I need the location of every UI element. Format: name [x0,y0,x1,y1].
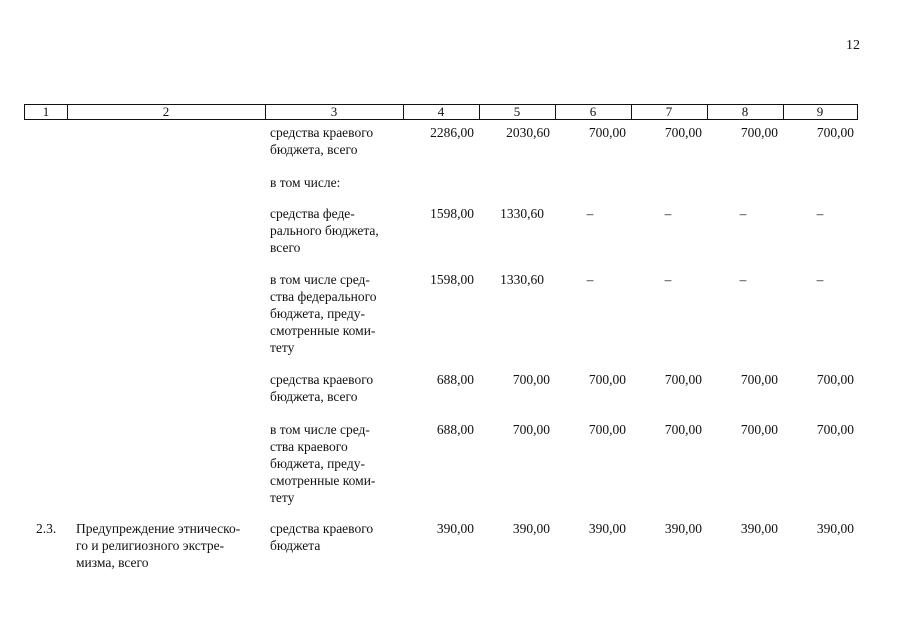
value-col6: 700,00 [588,125,626,140]
value-col7: – [664,272,672,287]
value-col6: 700,00 [588,422,626,437]
value-col8: – [739,272,747,287]
value-col7: 700,00 [664,125,702,140]
value-col8: 700,00 [740,422,778,437]
value-col9: 700,00 [816,422,854,437]
value-col5: 700,00 [512,422,550,437]
value-col5: 1330,60 [500,206,544,221]
value-col7: 700,00 [664,372,702,387]
value-col9: 700,00 [816,125,854,140]
column-header-1: 1 [42,104,50,119]
value-col4: 390,00 [436,521,474,536]
column-header-4: 4 [437,104,445,119]
value-col8: 700,00 [740,125,778,140]
column-header-3: 3 [330,104,338,119]
column-header-8: 8 [741,104,749,119]
value-col5: 2030,60 [506,125,550,140]
value-col9: 390,00 [816,521,854,536]
item-number: 2.3. [36,521,57,536]
funding-source: средства феде- рального бюджета, всего [270,206,379,255]
value-col5: 390,00 [512,521,550,536]
value-col8: – [739,206,747,221]
value-col9: 700,00 [816,372,854,387]
funding-source: в том числе сред- ства краевого бюджета, преду- смотренные коми- тету [270,422,376,505]
value-col7: – [664,206,672,221]
column-header-6: 6 [589,104,597,119]
value-col5: 1330,60 [500,272,544,287]
column-header-9: 9 [816,104,824,119]
value-col4: 688,00 [436,422,474,437]
value-col6: – [586,206,594,221]
value-col6: 390,00 [588,521,626,536]
value-col9: – [816,206,824,221]
value-col5: 700,00 [512,372,550,387]
funding-source: в том числе сред- ства федерального бюджета, преду- смотренные коми- тету [270,272,377,355]
value-col8: 390,00 [740,521,778,536]
page-number: 12 [846,38,860,53]
column-header-row [24,104,858,120]
column-header-2: 2 [162,104,170,119]
value-col4: 2286,00 [430,125,474,140]
value-col9: – [816,272,824,287]
value-col8: 700,00 [740,372,778,387]
value-col6: – [586,272,594,287]
value-col4: 1598,00 [430,206,474,221]
column-header-5: 5 [513,104,521,119]
item-name: Предупреждение этническо- го и религиозного экстре- мизма, всего [76,521,241,570]
funding-source: средства краевого бюджета, всего [270,372,374,404]
column-header-7: 7 [665,104,673,119]
funding-source: в том числе: [270,175,341,190]
value-col4: 1598,00 [430,272,474,287]
value-col7: 700,00 [664,422,702,437]
funding-source: средства краевого бюджета [270,521,374,553]
value-col6: 700,00 [588,372,626,387]
value-col4: 688,00 [436,372,474,387]
funding-source: средства краевого бюджета, всего [270,125,374,157]
value-col7: 390,00 [664,521,702,536]
